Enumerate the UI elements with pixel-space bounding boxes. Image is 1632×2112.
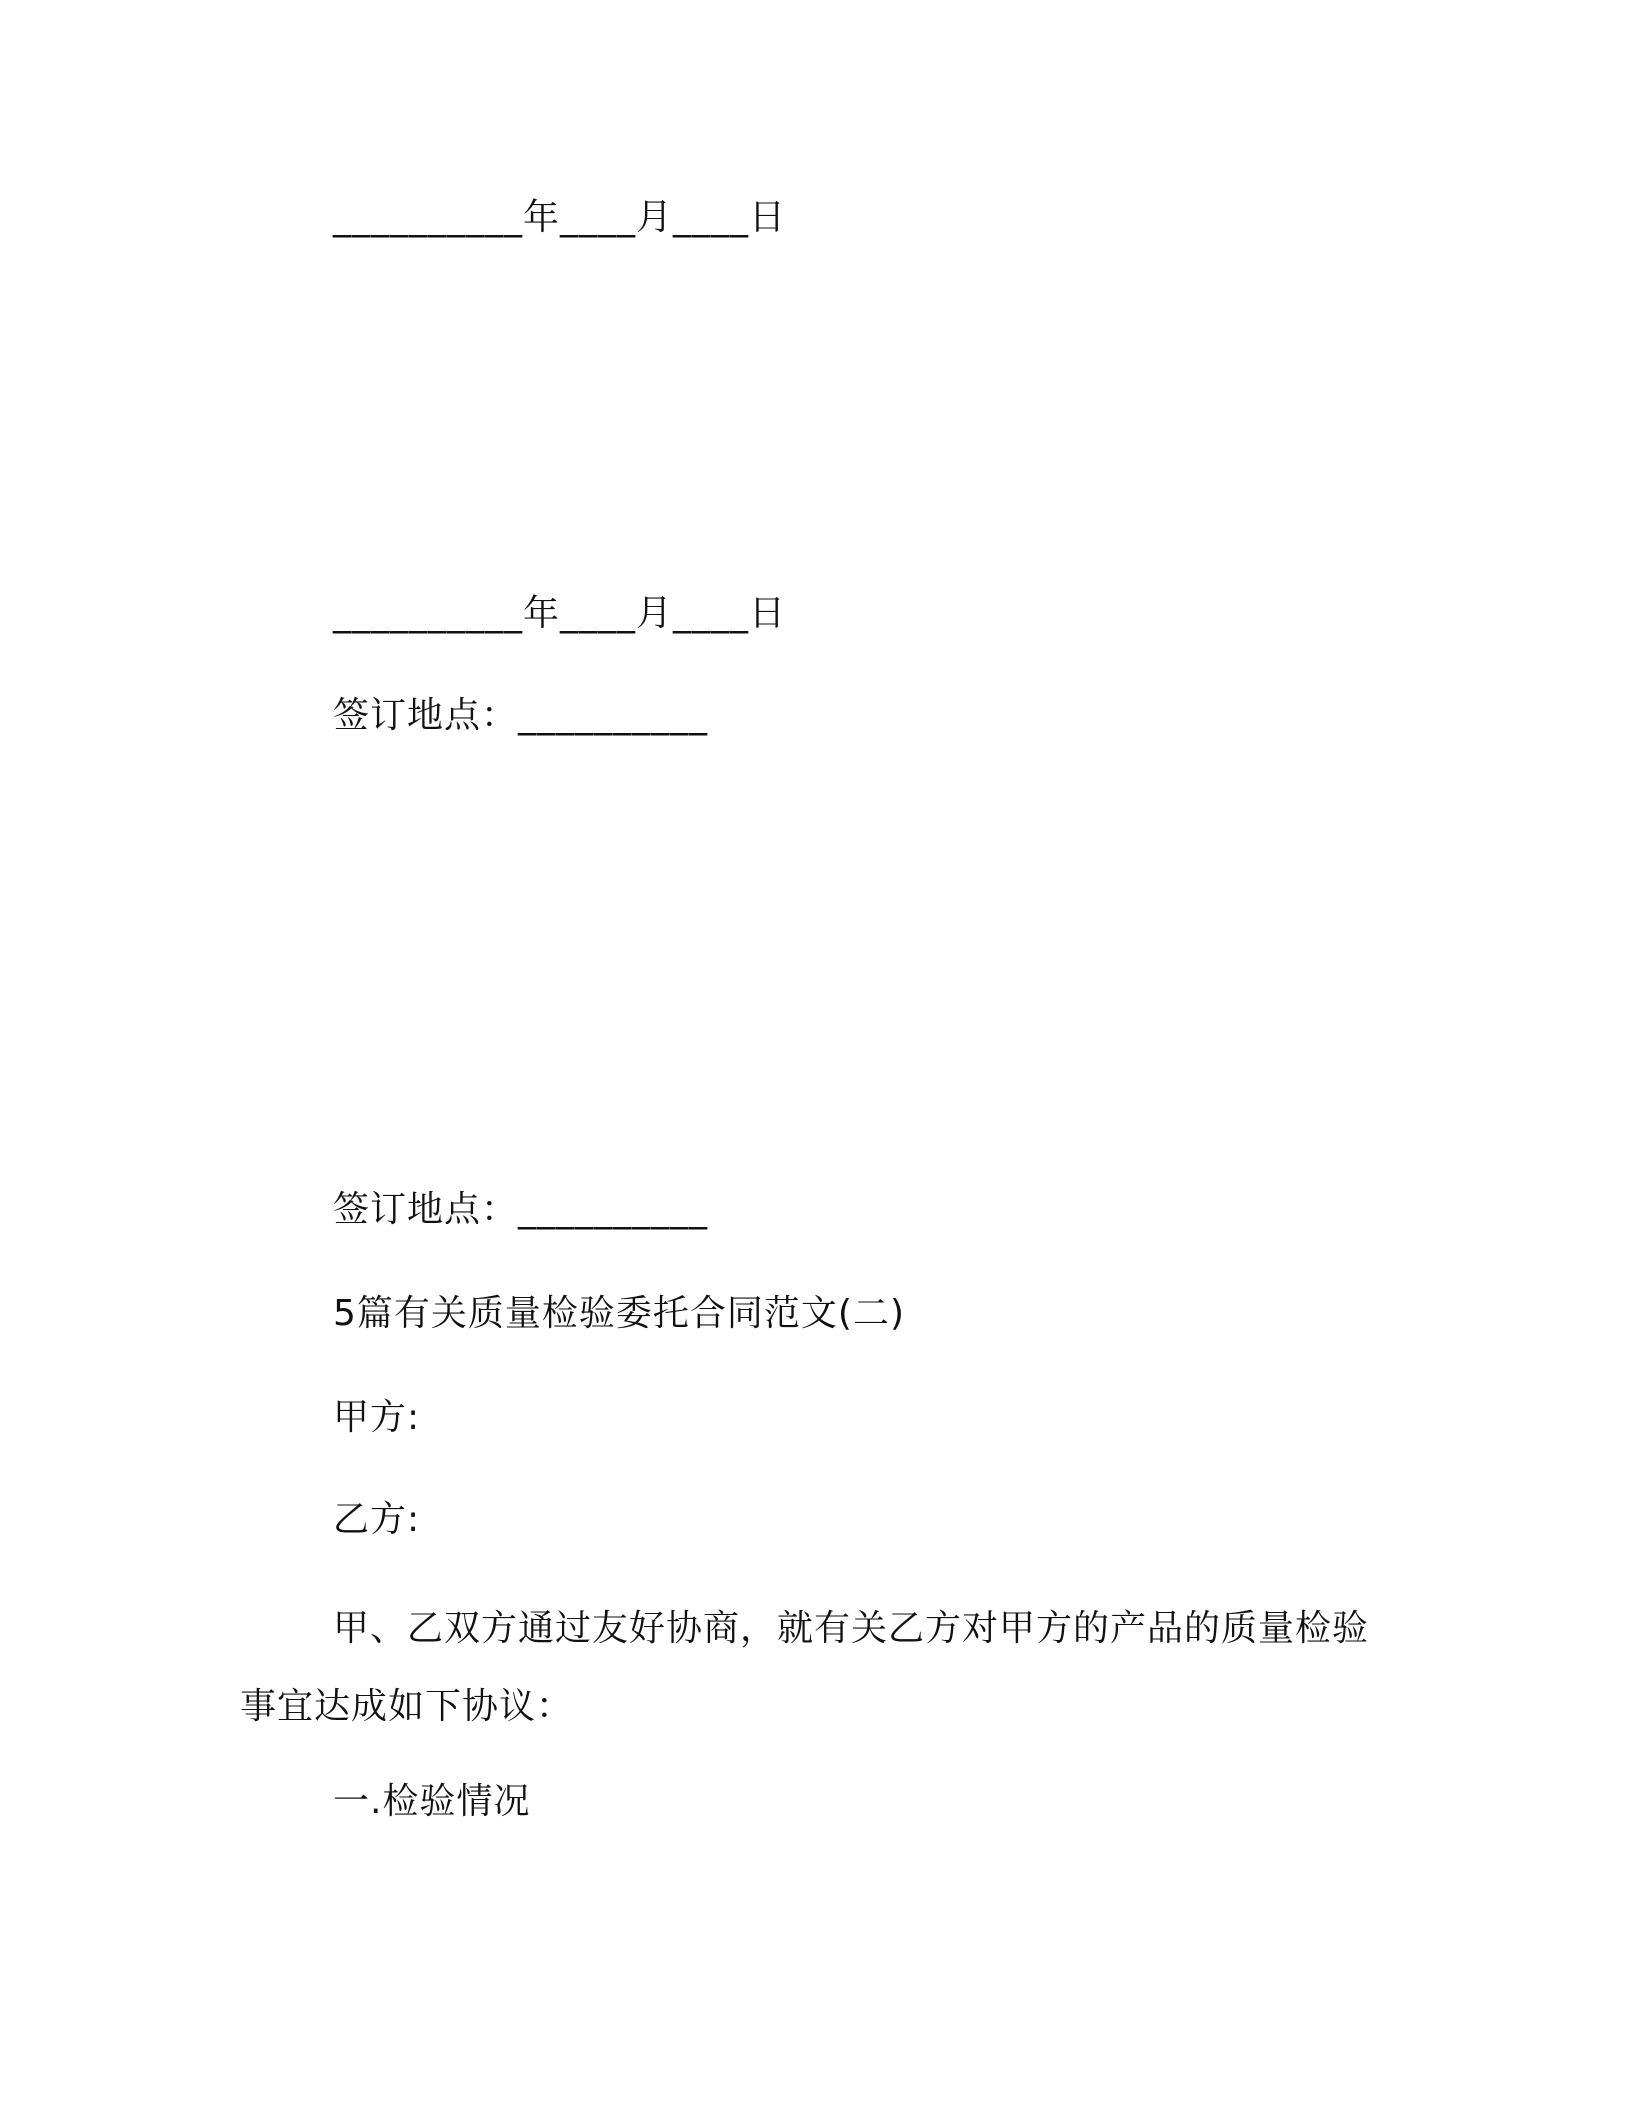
date-line-1: __________年____月____日 xyxy=(333,197,786,238)
section-heading-inspection: 一.检验情况 xyxy=(333,1781,531,1822)
intro-paragraph: 甲、乙双方通过友好协商，就有关乙方对甲方的产品的质量检验事宜达成如下协议： xyxy=(240,1608,1370,1727)
signing-place-1: 签订地点：__________ xyxy=(333,695,709,736)
party-a-label: 甲方: xyxy=(333,1397,421,1438)
party-b-label: 乙方: xyxy=(333,1499,421,1540)
date-line-2: __________年____月____日 xyxy=(333,593,786,634)
contract-title: 5篇有关质量检验委托合同范文(二) xyxy=(333,1293,905,1334)
signing-place-2: 签订地点：__________ xyxy=(333,1189,709,1230)
